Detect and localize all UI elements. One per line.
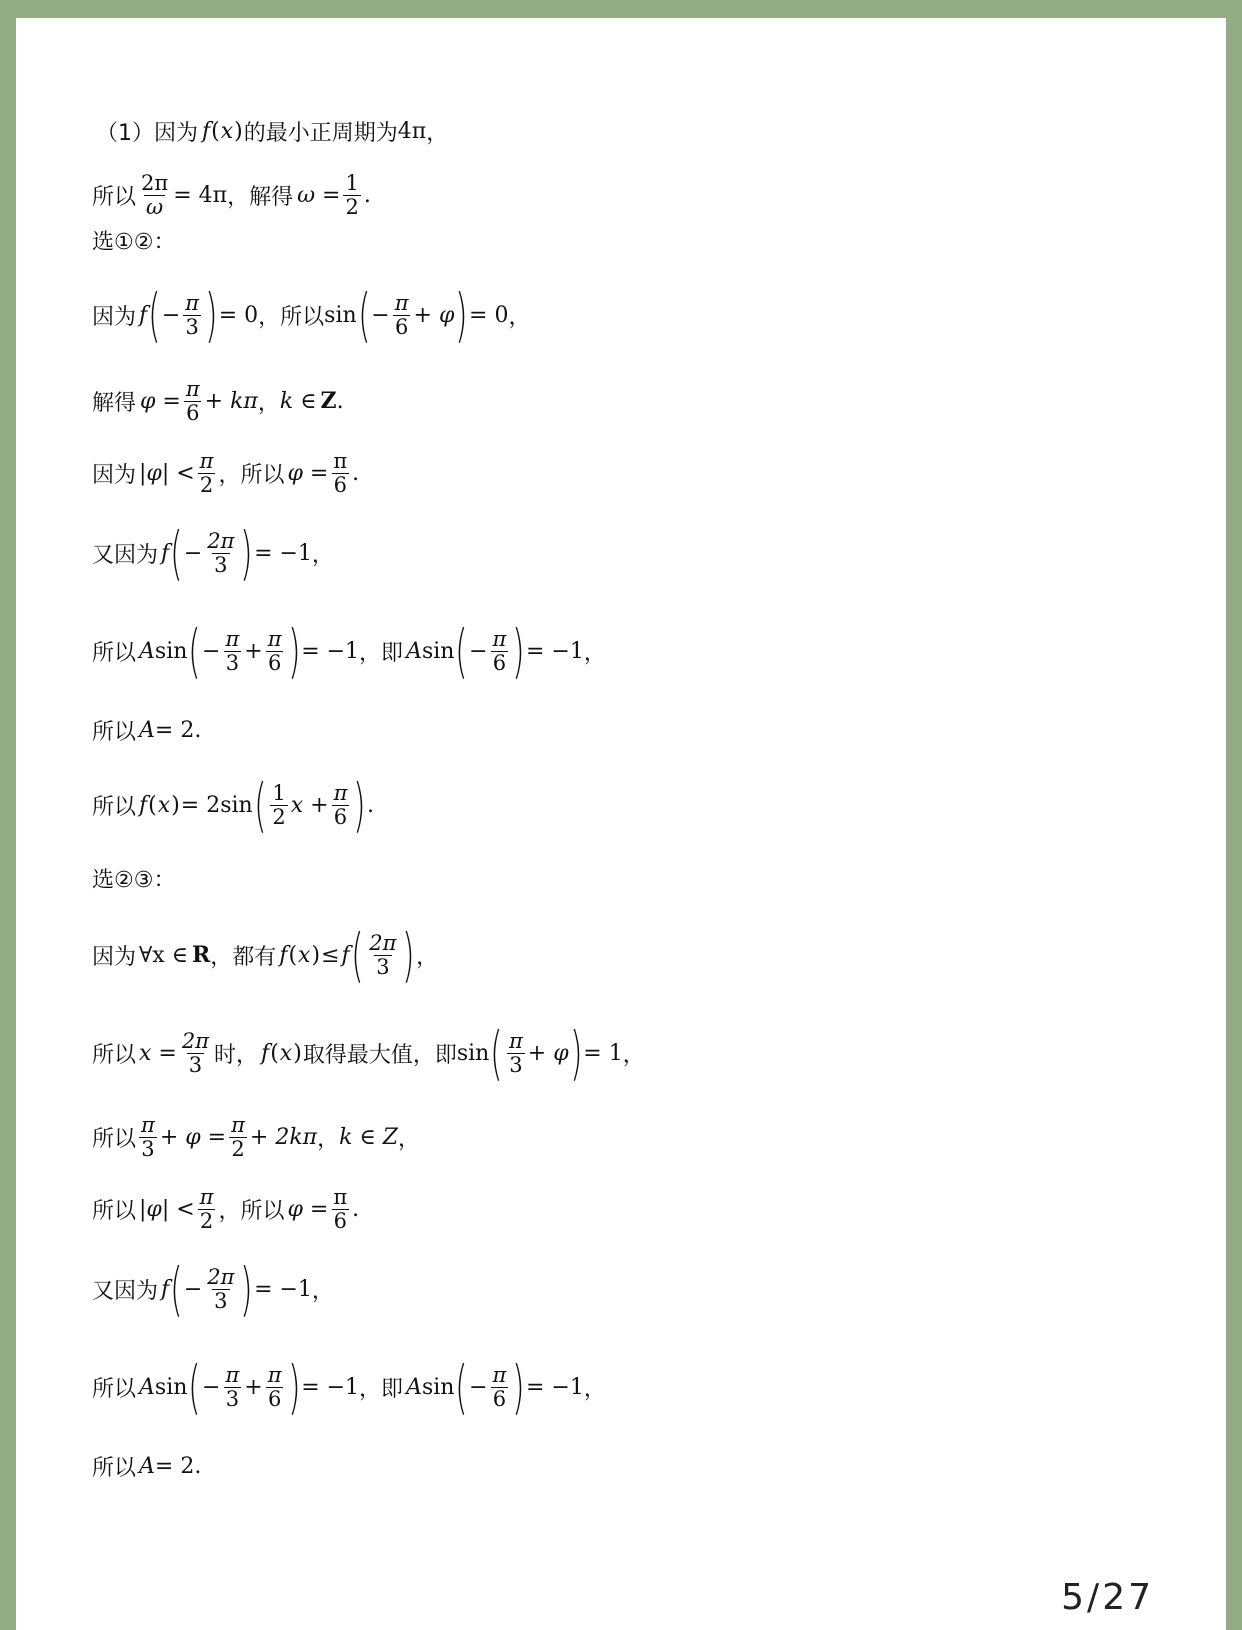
math: 4π (397, 118, 427, 144)
fraction (183, 292, 201, 337)
left-paren: ( (188, 617, 201, 685)
left-paren: ( (455, 617, 468, 685)
fraction (331, 450, 349, 495)
solution-line (92, 1352, 606, 1422)
right-paren: ) (402, 921, 416, 989)
math: + (244, 1374, 263, 1400)
math: = −1 (525, 1374, 584, 1400)
text: ， (311, 542, 334, 568)
math: φ = (287, 460, 329, 486)
fraction (270, 782, 287, 827)
fraction (393, 292, 411, 337)
fraction (205, 530, 236, 575)
denominator: 6 (492, 650, 507, 675)
text: 选①②： (92, 229, 176, 255)
fraction (223, 1364, 241, 1409)
math: ( (270, 1040, 279, 1066)
math: + kπ (204, 388, 258, 414)
left-paren: ( (490, 1019, 503, 1087)
text: ， (257, 390, 280, 416)
math: sin (421, 1374, 455, 1400)
text: 又因为 (92, 542, 159, 568)
fraction (491, 628, 509, 673)
text: 解得 (92, 390, 137, 416)
text: ，即 (359, 640, 404, 666)
solution-line (92, 438, 359, 508)
math: + (244, 638, 263, 664)
fraction (184, 378, 202, 423)
numerator: π (492, 627, 507, 652)
math: . (352, 1196, 360, 1222)
numerator: π (141, 1113, 155, 1138)
math: A (139, 717, 155, 743)
solution-line (92, 856, 175, 900)
page-number: 5/27 (1061, 1577, 1154, 1618)
denominator: 3 (188, 1052, 203, 1077)
math: + φ (413, 302, 455, 328)
text: 因为 (92, 462, 137, 488)
math: = 1 (583, 1040, 623, 1066)
math: sin (154, 638, 188, 664)
fraction (507, 1030, 525, 1075)
denominator: 3 (509, 1052, 523, 1077)
solution-line (96, 96, 448, 166)
text: ， (622, 1042, 645, 1068)
solution-line (92, 218, 175, 262)
math: x (298, 942, 311, 968)
fraction (343, 172, 360, 217)
numerator: 2π (181, 1029, 210, 1054)
math: = −1 (301, 638, 360, 664)
math: = 2sin (180, 792, 253, 818)
right-paren: ) (353, 771, 366, 839)
denominator: 6 (267, 650, 282, 675)
math: f (139, 792, 148, 818)
text: ， (426, 120, 449, 146)
math: |φ| < (139, 1196, 195, 1222)
denominator: 2 (199, 1208, 214, 1233)
math: k ∈ (279, 388, 317, 414)
math: = −1 (254, 1276, 312, 1302)
text: 所以 (92, 184, 137, 210)
text: 的最小正周期为 (243, 120, 398, 146)
text: ， (416, 944, 439, 970)
math: ) (311, 942, 321, 968)
math: A (139, 638, 155, 664)
math: − (469, 1374, 488, 1400)
denominator: 6 (267, 1386, 282, 1411)
numerator: π (225, 627, 240, 652)
math: f (279, 942, 288, 968)
solution-line (92, 920, 438, 990)
math: f (161, 1276, 170, 1302)
math: x (279, 1040, 293, 1066)
solution-line (92, 518, 334, 588)
math: ω = (297, 182, 341, 208)
denominator: ω (146, 194, 164, 219)
fraction (367, 932, 398, 977)
fraction (491, 1364, 509, 1409)
fraction (139, 1114, 157, 1159)
denominator: 6 (333, 804, 348, 829)
math: x = (139, 1040, 177, 1066)
math: A (139, 1374, 155, 1400)
solution-line (92, 1174, 359, 1244)
math: = −1 (301, 1374, 360, 1400)
solution-line (92, 366, 344, 436)
denominator: 2 (272, 804, 286, 829)
math: . (352, 460, 360, 486)
numerator: π (199, 449, 214, 474)
math: ( (211, 118, 220, 144)
text: 所以 (92, 1042, 137, 1068)
math: = 4π (173, 182, 228, 208)
numerator: π (333, 1185, 348, 1210)
math: = 0 (218, 302, 259, 328)
denominator: 3 (376, 954, 390, 979)
numerator: 2π (369, 931, 397, 956)
right-paren: ) (569, 1019, 583, 1087)
math: − (161, 302, 181, 328)
math: = −1 (254, 540, 312, 566)
solution-line (92, 616, 606, 686)
text: 时， (214, 1042, 259, 1068)
math: − (202, 638, 221, 664)
left-paren: ( (188, 1353, 201, 1421)
math: + φ = (159, 1124, 227, 1150)
numerator: π (231, 1113, 245, 1138)
text: ， (311, 1278, 334, 1304)
math: ≤ (321, 942, 340, 968)
text: ，所以 (218, 462, 285, 488)
numerator: 1 (345, 171, 359, 196)
solution-line (92, 1018, 645, 1088)
denominator: 2 (199, 472, 214, 497)
math: x + (290, 792, 329, 818)
numerator: 2π (207, 529, 235, 554)
math: − (202, 1374, 221, 1400)
text: 所以 (92, 1455, 137, 1481)
math: . (363, 182, 371, 208)
solution-line (92, 1444, 201, 1488)
denominator: 6 (333, 472, 347, 497)
right-paren: ) (240, 1255, 253, 1323)
math: sin (421, 638, 455, 664)
numerator: 2π (141, 171, 169, 196)
text: ，都有 (210, 944, 277, 970)
text: ， (508, 304, 531, 330)
denominator: 3 (141, 1136, 155, 1161)
fraction (198, 1186, 216, 1231)
left-paren: ( (357, 281, 371, 349)
denominator: 3 (225, 650, 240, 675)
math: f (341, 942, 350, 968)
text: ，解得 (227, 184, 294, 210)
denominator: 2 (231, 1136, 245, 1161)
math: + φ (527, 1040, 569, 1066)
numerator: π (225, 1363, 240, 1388)
numerator: π (333, 781, 348, 806)
denominator: 6 (492, 1386, 507, 1411)
right-paren: ) (455, 281, 468, 349)
solution-line (92, 770, 374, 840)
fraction (139, 172, 170, 217)
numerator: π (508, 1029, 523, 1054)
math: − (183, 1276, 203, 1302)
denominator: 3 (214, 1288, 228, 1313)
text: 所以 (92, 794, 137, 820)
text: ， (583, 640, 606, 666)
right-paren: ) (287, 617, 301, 685)
text: 所以 (92, 719, 137, 745)
math: x (220, 118, 234, 144)
math: − (371, 302, 390, 328)
numerator: 2π (207, 1265, 235, 1290)
fraction (229, 1114, 247, 1159)
math: x (157, 792, 171, 818)
left-paren: ( (350, 921, 364, 989)
denominator: 6 (394, 314, 409, 339)
math: k ∈ Z (339, 1124, 399, 1150)
text: ，所以 (218, 1198, 285, 1224)
math: = −1 (525, 638, 584, 664)
math: − (183, 540, 203, 566)
math: A (139, 1453, 155, 1479)
text: ，所以 (258, 304, 325, 330)
math: ) (234, 118, 243, 144)
math: A (406, 638, 422, 664)
denominator: 3 (225, 1386, 240, 1411)
math: ( (148, 792, 157, 818)
math: = 2. (154, 717, 202, 743)
numerator: π (267, 627, 282, 652)
fraction (198, 450, 216, 495)
left-paren: ( (170, 519, 183, 587)
numerator: π (185, 377, 200, 402)
math: sin (154, 1374, 188, 1400)
math: ∀x ∈ (139, 942, 188, 968)
fraction (332, 782, 350, 827)
denominator: 6 (186, 400, 200, 425)
math: . (336, 388, 344, 414)
denominator: 6 (333, 1208, 347, 1233)
left-paren: ( (253, 771, 267, 839)
math: |φ| < (139, 460, 195, 486)
text: 选②③： (92, 867, 176, 893)
numerator: π (492, 1363, 507, 1388)
solution-line (92, 1102, 420, 1172)
fraction (205, 1266, 236, 1311)
numerator: 1 (272, 781, 286, 806)
text: ， (317, 1126, 340, 1152)
math: ) (293, 1040, 302, 1066)
math: − (469, 638, 488, 664)
math: ) (171, 792, 180, 818)
text: 因为 (92, 304, 137, 330)
fraction (266, 1364, 284, 1409)
numerator: π (267, 1363, 282, 1388)
denominator: 3 (214, 552, 228, 577)
math: A (406, 1374, 422, 1400)
math: f (139, 302, 148, 328)
document-page (16, 18, 1226, 1630)
numerator: π (333, 449, 348, 474)
text: 又因为 (92, 1278, 159, 1304)
text: ， (398, 1126, 421, 1152)
fraction (180, 1030, 211, 1075)
left-paren: ( (455, 1353, 468, 1421)
fraction (266, 628, 284, 673)
denominator: 3 (185, 314, 199, 339)
math: Z (320, 388, 337, 414)
text: 所以 (92, 640, 137, 666)
text: 所以 (92, 1198, 137, 1224)
right-paren: ) (512, 617, 525, 685)
math: . (367, 792, 375, 818)
right-paren: ) (205, 281, 218, 349)
solution-line (92, 280, 530, 350)
numerator: π (394, 291, 409, 316)
math: f (261, 1040, 270, 1066)
math: f (161, 540, 170, 566)
numerator: π (185, 291, 200, 316)
math: + 2kπ (249, 1124, 318, 1150)
text: ， (583, 1376, 606, 1402)
numerator: π (199, 1185, 214, 1210)
text: 所以 (92, 1376, 137, 1402)
right-paren: ) (287, 1353, 301, 1421)
math: ( (288, 942, 298, 968)
right-paren: ) (512, 1353, 525, 1421)
text: 取得最大值，即 (302, 1042, 457, 1068)
math: sin (324, 302, 357, 328)
left-paren: ( (148, 281, 161, 349)
right-paren: ) (240, 519, 253, 587)
left-paren: ( (170, 1255, 183, 1323)
math: sin (456, 1040, 490, 1066)
fraction (223, 628, 241, 673)
fraction (331, 1186, 349, 1231)
math: R (191, 942, 211, 968)
math: = 2. (154, 1453, 202, 1479)
text: 因为 (92, 944, 137, 970)
math: f (202, 118, 211, 144)
solution-line (92, 1254, 334, 1324)
text: （1）因为 (96, 120, 198, 146)
math: = 0 (469, 302, 509, 328)
text: ，即 (359, 1376, 404, 1402)
text: 所以 (92, 1126, 137, 1152)
denominator: 2 (345, 194, 359, 219)
solution-line (92, 708, 201, 752)
math: φ = (287, 1196, 329, 1222)
math: φ = (140, 388, 181, 414)
